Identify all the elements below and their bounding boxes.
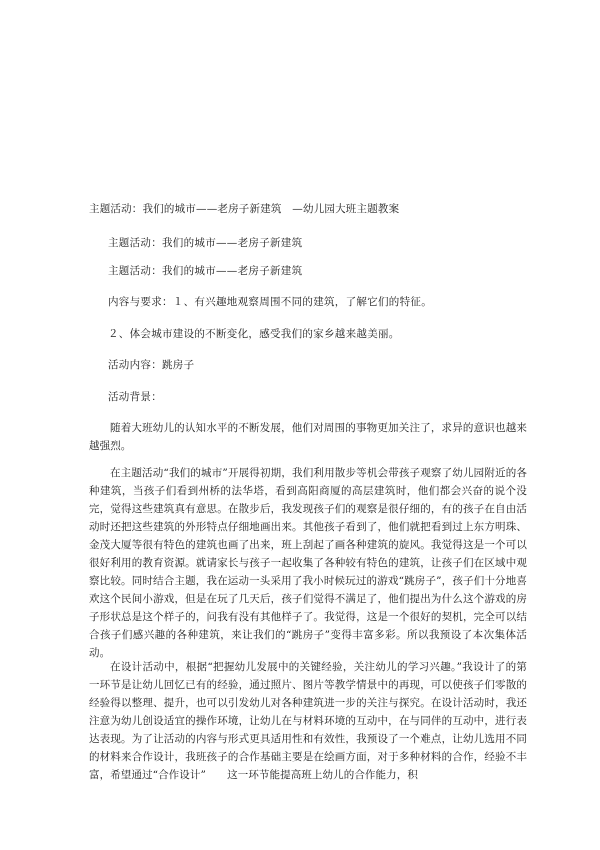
paragraph-1: 随着大班幼儿的认知水平的不断发展，他们对周围的事物更加关注了，求异的意识也越来越强烈。	[89, 422, 527, 452]
subtitle-line-1: 主题活动：我们的城市——老房子新建筑	[108, 237, 303, 249]
paragraph-3: 在设计活动中，根据“把握幼儿发展中的关键经验，关注幼儿的学习兴趣。”我设计了的第一环节是让幼儿回忆已有的经验，通过照片、图片等教学情景中的再现，可以使孩子们零散的经验得以整理、提升，也可以引发幼儿对各种建筑进一步的关注与探究。在设计活动时，我还注意为幼儿创设适宜的操作环境，让幼儿在与材料环境的互动中，在与同伴的互动中，进行表达表现。为了让活动的内容与形式更具适用性和有效性，我预设了一个难点，让幼儿选用不同的材料来合作设计，我班孩子的合作基础主要是在绘画方面，对于多种材料的合作，经验不丰富，希望通过“合作设计” 这一环节能提高班上幼儿的合作能力，积	[89, 661, 527, 781]
requirements-line-1: 内容与要求：１、有兴趣地观察周围不同的建筑，了解它们的特征。	[108, 296, 432, 308]
paragraph-2: 在主题活动“我们的城市”开展得初期，我们利用散步等机会带孩子观察了幼儿园附近的各种建筑，当孩子们看到州桥的法华塔，看到高阳商厦的高层建筑时，他们都会兴奋的说个没完，觉得这些建筑真有意思。在散步后，我发现孩子们的观察是很仔细的，有的孩子在自由活动时还把这些建筑的外形特点仔细地画出来。其他孩子看到了，他们就把看到过上东方明珠、金茂大厦等很有特色的建筑也画了出来，班上刮起了画各种建筑的旋风。我觉得这是一个可以很好利用的教育资源。就请家长与孩子一起收集了各种较有特色的建筑，让孩子们在区域中观察比较。同时结合主题，我在运动一头采用了我小时候玩过的游戏“跳房子”，孩子们十分地喜欢这个民间小游戏，但是在玩了几天后，孩子们觉得不满足了，他们提出为什么这个游戏的房子形状总是这个样子的，问我有没有其他样子了。我觉得，这是一个很好的契机，完全可以结合孩子们感兴趣的各种建筑，来让我们的“跳房子”变得丰富多彩。所以我预设了本次集体活动。	[89, 467, 527, 659]
activity-background-heading: 活动背景：	[108, 391, 162, 403]
activity-content-line: 活动内容：跳房子	[108, 359, 195, 371]
document-title: 主题活动：我们的城市——老房子新建筑 —幼儿园大班主题教案	[89, 203, 400, 215]
subtitle-line-2: 主题活动：我们的城市——老房子新建筑	[108, 265, 303, 277]
requirements-line-2: ２、体会城市建设的不断变化，感受我们的家乡越来越美丽。	[108, 328, 400, 340]
